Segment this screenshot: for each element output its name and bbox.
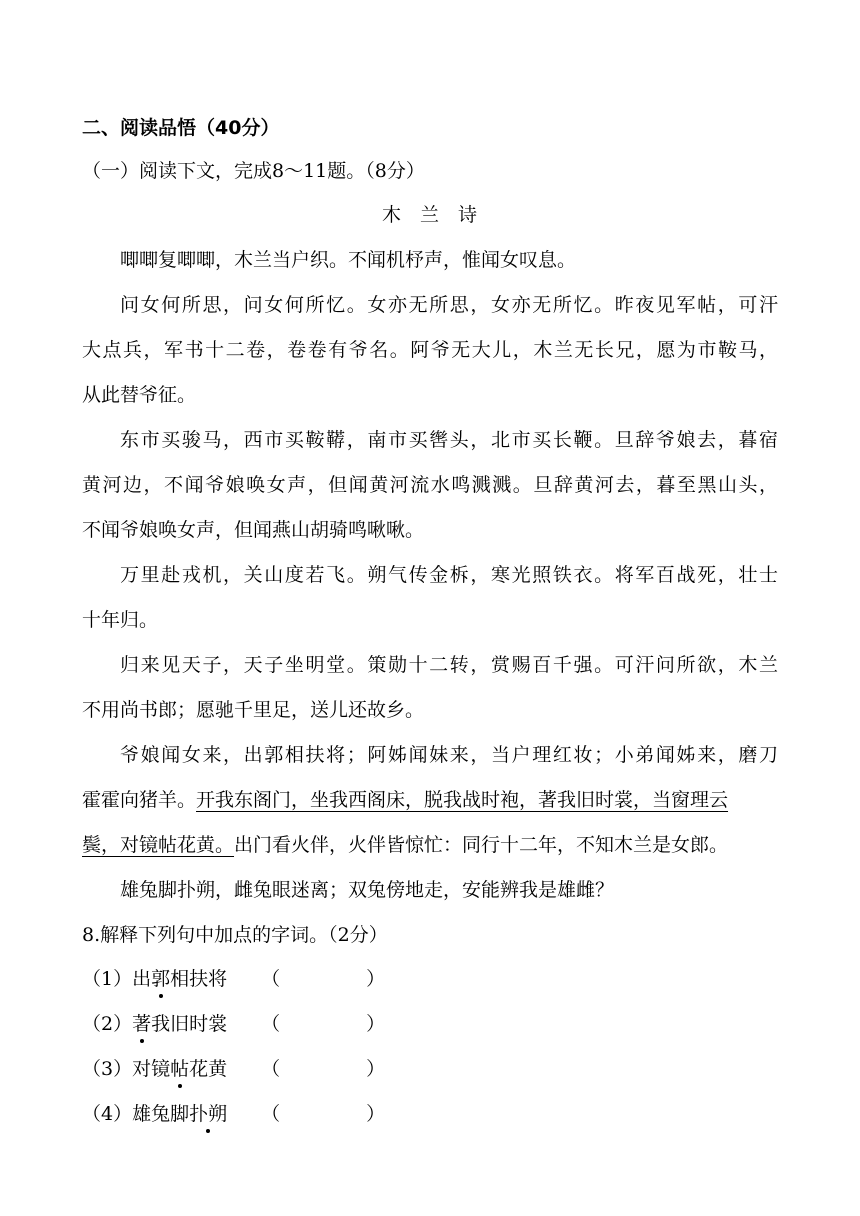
item-text: 雄兔脚 [132, 1103, 190, 1125]
question-8-item-2 [82, 1012, 385, 1036]
close-paren: ） [366, 1103, 386, 1125]
answer-blank[interactable] [261, 1102, 385, 1126]
poem-text: 霍霍向猪羊。 [82, 789, 197, 811]
question-8-item-3 [82, 1057, 385, 1081]
close-paren: ） [366, 1058, 386, 1080]
poem-paragraph-3-line-3: 不闻爷娘唤女声，但闻燕山胡骑鸣啾啾。 [82, 519, 425, 541]
poem-paragraph-3-line-1: 东市买骏马，西市买鞍鞯，南市买辔头，北市买长鞭。旦辞爷娘去，暮宿 [120, 429, 778, 451]
poem-paragraph-4-line-1: 万里赴戎机，关山度若飞。朔气传金柝，寒光照铁衣。将军百战死，壮士 [120, 564, 778, 586]
dotted-word: 郭 [151, 968, 171, 990]
answer-blank[interactable] [261, 1057, 385, 1081]
poem-paragraph-7: 雄兔脚扑朔，雌兔眼迷离；双兔傍地走，安能辨我是雄雌？ [120, 879, 615, 901]
item-number: （3） [82, 1058, 133, 1080]
item-number: （4） [82, 1103, 133, 1125]
item-text: 我旧时裳 [151, 1013, 228, 1035]
open-paren: （ [261, 1058, 281, 1080]
item-text: 花黄 [189, 1058, 228, 1080]
poem-paragraph-2-line-3: 从此替爷征。 [82, 384, 197, 406]
open-paren: （ [261, 1013, 281, 1035]
poem-text: 出门看火伴，火伴皆惊忙：同行十二年，不知木兰是女郎。 [234, 834, 729, 856]
poem-paragraph-5-line-1: 归来见天子，天子坐明堂。策勋十二转，赏赐百千强。可汗问所欲，木兰 [120, 654, 778, 676]
poem-paragraph-2-line-2: 大点兵，军书十二卷，卷卷有爷名。阿爷无大儿，木兰无长兄，愿为市鞍马， [82, 339, 778, 361]
item-text: 相扶将 [170, 968, 228, 990]
poem-paragraph-6-line-2 [82, 788, 728, 812]
close-paren: ） [366, 968, 386, 990]
dotted-word: 扑朔 [189, 1103, 228, 1125]
item-number: （2） [82, 1013, 133, 1035]
close-paren: ） [366, 1013, 386, 1035]
section-title: 二、阅读品悟（40分） [82, 117, 280, 139]
item-text: 对镜 [132, 1058, 171, 1080]
dotted-word: 帖 [170, 1058, 190, 1080]
poem-paragraph-6-line-1: 爷娘闻女来，出郭相扶将；阿姊闻妹来，当户理红妆；小弟闻姊来，磨刀 [120, 744, 778, 766]
question-8-stem: 8.解释下列句中加点的字词。（2分） [82, 924, 388, 946]
subsection-heading: （一）阅读下文，完成8～11题。（8分） [82, 160, 425, 182]
poem-title: 木 兰 诗 [382, 204, 478, 226]
underlined-passage: 开我东阁门，坐我西阁床，脱我战时袍，著我旧时裳，当窗理云 [196, 789, 729, 811]
poem-paragraph-6-line-3 [82, 833, 728, 857]
poem-paragraph-2-line-1: 问女何所思，问女何所忆。女亦无所思，女亦无所忆。昨夜见军帖，可汗 [120, 294, 778, 316]
question-8-item-4 [82, 1102, 385, 1126]
question-8-item-1 [82, 967, 385, 991]
underlined-passage: 鬓，对镜帖花黄。 [82, 834, 235, 856]
answer-blank[interactable] [261, 967, 385, 991]
poem-paragraph-3-line-2: 黄河边，不闻爷娘唤女声，但闻黄河流水鸣溅溅。旦辞黄河去，暮至黑山头， [82, 474, 778, 496]
poem-paragraph-4-line-2: 十年归。 [82, 609, 159, 631]
item-number: （1） [82, 968, 133, 990]
answer-blank[interactable] [261, 1012, 385, 1036]
dotted-word: 著 [132, 1013, 152, 1035]
open-paren: （ [261, 1103, 281, 1125]
poem-paragraph-5-line-2: 不用尚书郎；愿驰千里足，送儿还故乡。 [82, 699, 425, 721]
item-text: 出 [132, 968, 152, 990]
open-paren: （ [261, 968, 281, 990]
poem-paragraph-1: 唧唧复唧唧，木兰当户织。不闻机杼声，惟闻女叹息。 [120, 249, 577, 271]
